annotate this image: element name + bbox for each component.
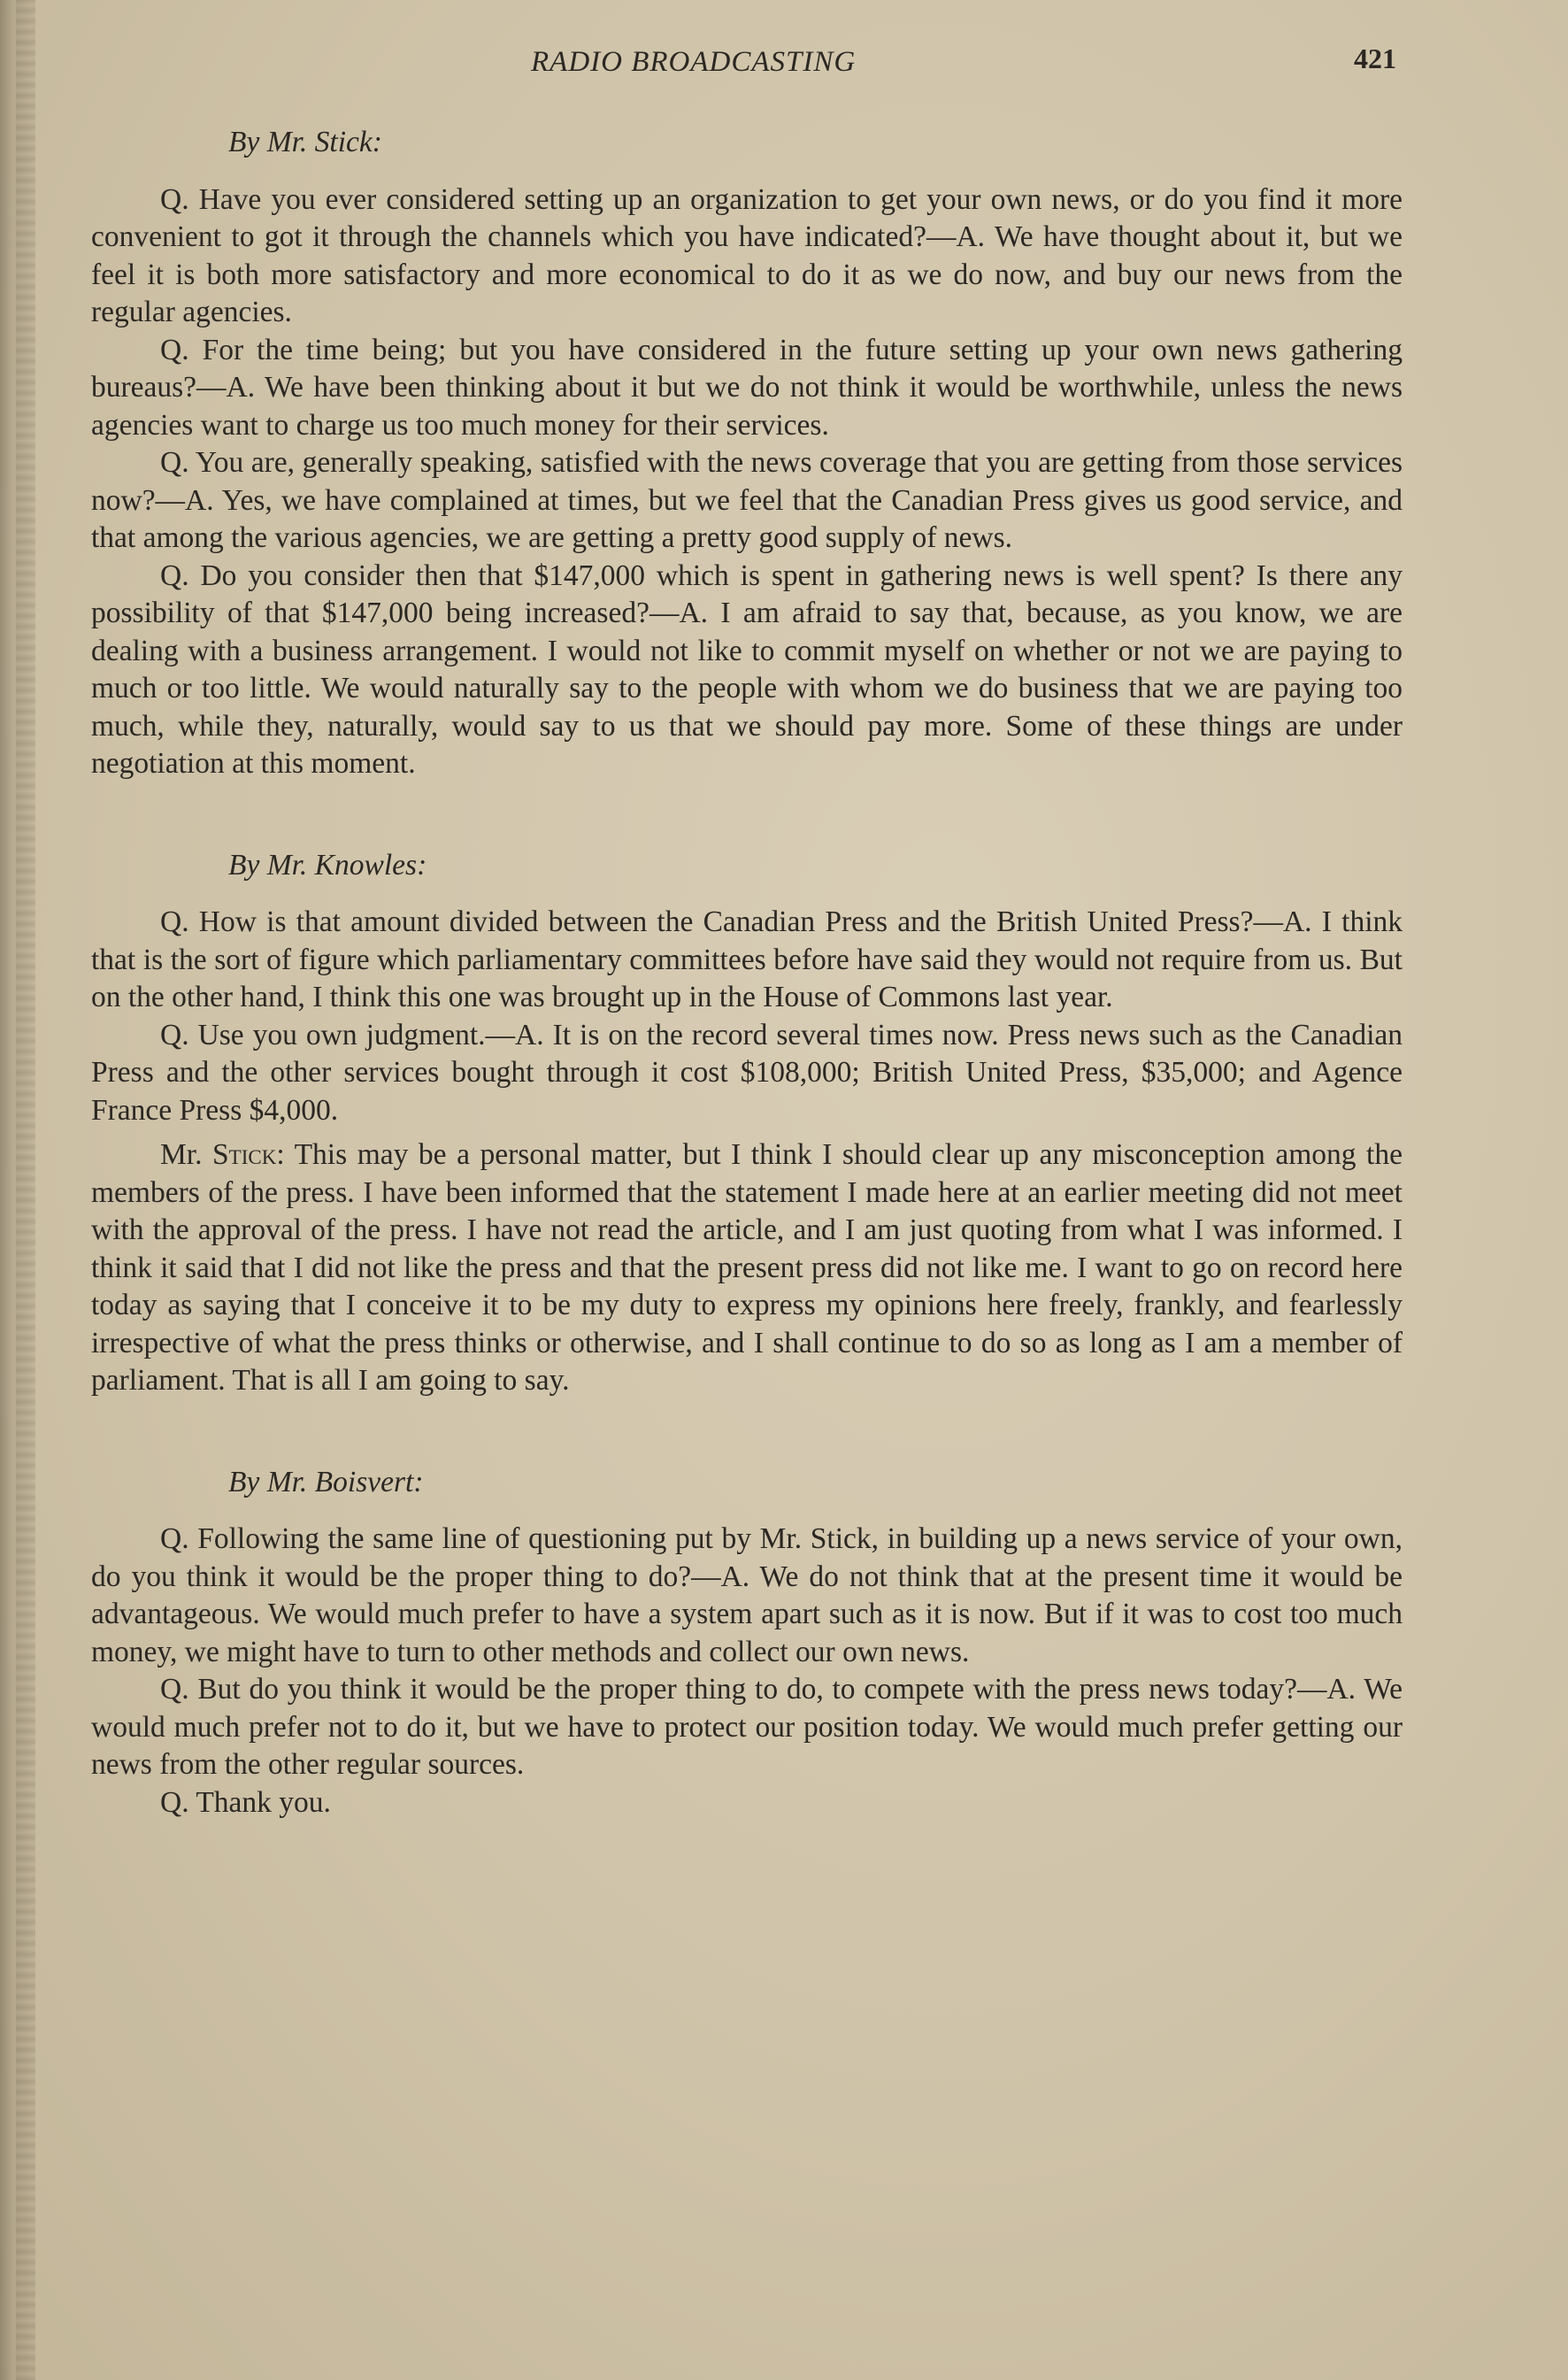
page-body [91,124,1403,1822]
page-number: 421 [1354,42,1396,74]
speaker-heading: By Mr. Boisvert: [228,1465,424,1498]
testimony-paragraph: Q. Thank you. [160,1785,331,1819]
testimony-paragraph: Q. Following the same line of questioning put by Mr. Stick, in building up a news service of your own, do you think it would be the proper thing to do?—A. We do not think that at the present time it would be advantageous. We would much prefer to have a system apart such as it is now. But if it was to cost too much money, we might have to turn to other methods and collect our own news. [91,1522,1403,1668]
testimony-paragraph: Q. But do you think it would be the proper thing to do, to compete with the press news today?—A. We would much prefer not to do it, but we have to protect our position today. We would much prefer getting our news from the other regular sources. [91,1673,1403,1781]
section-gap [91,1400,1403,1464]
statement-speaker-name: Stick [212,1138,277,1171]
testimony-paragraph: Q. How is that amount divided between the Canadian Press and the British United Press?—A. I think that is the sort of figure which parliamentary committees before have said they would not require from us. But on the other hand, I think this one was brought up in the House of Commons last year. [91,905,1403,1013]
section-gap [91,783,1403,847]
statement-paragraph [91,1136,1403,1400]
page-gutter-shadow [16,0,35,2380]
testimony-paragraph: Q. Have you ever considered setting up an organization to get your own news, or do you find it more convenient to got it through the channels which you have indicated?—A. We have thought about it, but we feel it is both more satisfactory and more economical to do it as we do now, and buy our news from the regular agencies. [91,182,1403,328]
testimony-paragraph: Q. You are, generally speaking, satisfied with the news coverage that you are getting from those services now?—A. Yes, we have complained at times, but we feel that the Canadian Press gives us good service, and that among the various agencies, we are getting a pretty good supply of news. [91,446,1403,554]
speaker-heading: By Mr. Knowles: [228,848,427,882]
statement-text: : This may be a personal matter, but I think I should clear up any misconception among the members of the press. I have been informed that the statement I made here at an earlier meeting did not meet with the approval of the press. I have not read the article, and I am just quoting from what I was informed. I think it said that I did not like the press and that the present press did not like me. I want to go on record here today as saying that I conceive it to be my duty to express my opinions here freely, frankly, and fearlessly irrespective of what the press thinks or otherwise, and I shall continue to do so as long as I am a member of parliament. That is all I am going to say. [91,1138,1403,1397]
running-head: RADIO BROADCASTING [531,46,857,78]
section-stick [91,124,1403,783]
testimony-paragraph: Q. Do you consider then that $147,000 which is spent in gathering news is well spent? Is there any possibility of that $147,000 being increased?—A. I am afraid to say that, because, as you know, we are dealing with a business arrangement. I would not like to commit myself on whether or not we are paying to much or too little. We would naturally say to the people with whom we do business that we are paying too much, while they, naturally, would say to us that we should pay more. Some of these things are under negotiation at this moment. [91,558,1403,780]
speaker-heading: By Mr. Stick: [228,126,382,158]
section-knowles [91,847,1403,1400]
statement-prefix: Mr. [160,1138,213,1171]
section-boisvert [91,1464,1403,1822]
testimony-paragraph: Q. Use you own judgment.—A. It is on the record several times now. Press news such as the Canadian Press and the other services bought through it cost $108,000; British United Press, $35,000; and Agence France Press $4,000. [91,1018,1403,1127]
testimony-paragraph: Q. For the time being; but you have considered in the future setting up your own news gathering bureaus?—A. We have been thinking about it but we do not think it would be worthwhile, unless the news agencies want to charge us too much money for their services. [91,333,1403,442]
